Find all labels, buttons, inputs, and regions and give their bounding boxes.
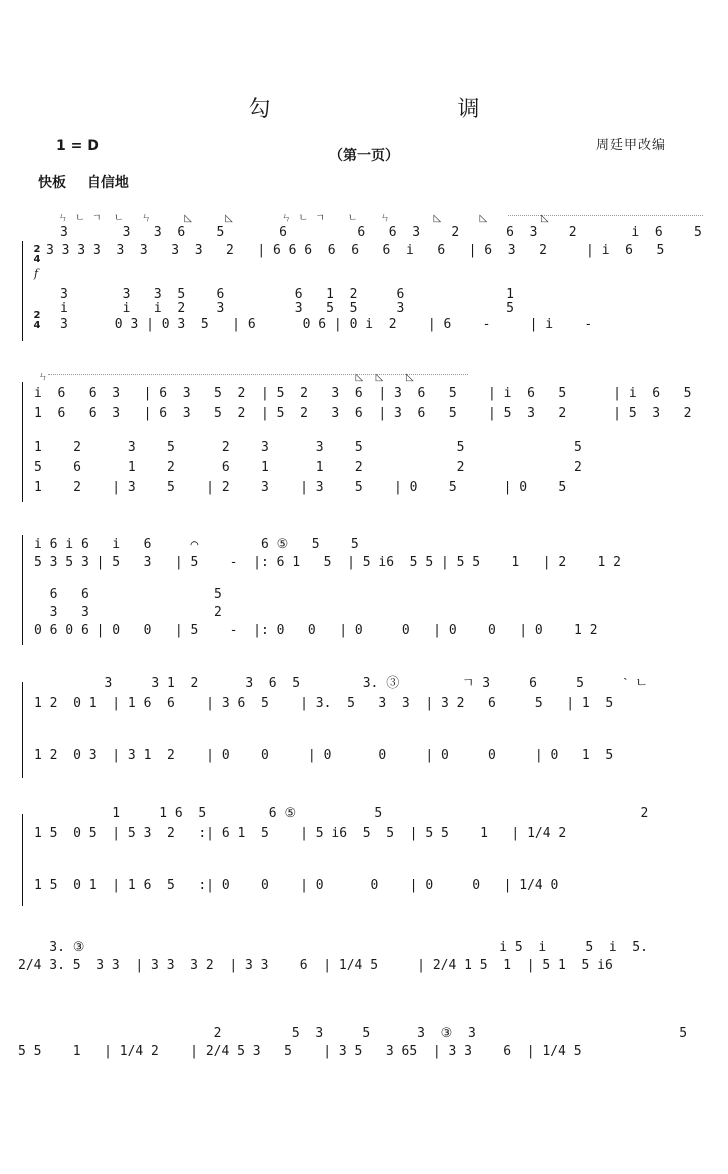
upper-line-2: 1 6 6 3 | 6 3 5 2 | 5 2 3 6 | 3 6 5 | 5 3 2 | 5 3 2 — [34, 406, 692, 421]
lower-line-3: 3 0 3 | 0 3 5 | 6 0 6 | 0 i 2 | 6 - | i - — [60, 317, 593, 332]
system-2 — [18, 368, 708, 508]
technique-marks: ㄣ ㄴ ㄱ ㄴ ㄣ ◺ ◺ ㄣ ㄴ ㄱ ㄴ ㄣ ◺ ◺ ◺ — [58, 213, 551, 224]
upper-line-2: 2/4 3. 5 3 3 | 3 3 3 2 | 3 3 6 | 1/4 5 | 2/4 1 5 1 | 5 1 5 i6 — [18, 958, 613, 973]
system-5 — [18, 800, 708, 910]
dynamic-mark: f — [34, 267, 39, 280]
system-4 — [18, 672, 708, 782]
page-label: （第一页） — [329, 148, 399, 164]
upper-line-1: 3 3 3 6 5 6 6 6 3 2 6 3 2 i 6 5 — [60, 225, 702, 240]
upper-staff — [18, 940, 708, 1004]
upper-line-1: i 6 6 3 | 6 3 5 2 | 5 2 3 6 | 3 6 5 | i 6 5 | i 6 5 — [34, 386, 692, 401]
lower-staff — [18, 287, 708, 367]
upper-line-1: 1 1 6 5 6 ⑤ 5 2 — [34, 806, 649, 821]
lower-line-1: 1 5 0 1 | 1 6 5 :| 0 0 | 0 0 | 0 0 | 1/4 0 — [34, 878, 559, 893]
upper-line-2: 1 5 0 5 | 5 3 2 :| 6 1 5 | 5 i6 5 5 | 5 5 1 | 1/4 2 — [34, 826, 567, 841]
upper-line-1: 3 3 1 2 3 6 5 3. ③ ㄱ 3 6 5 ˋ ㄴ — [34, 676, 648, 691]
lower-staff — [18, 440, 708, 520]
lower-line-2: 5 6 1 2 6 1 1 2 2 2 — [34, 460, 582, 475]
page-title: 勾 调 — [248, 97, 570, 122]
upper-staff — [18, 676, 708, 740]
lower-line-1: 6 6 5 — [34, 587, 222, 602]
lower-line-1: 3 3 3 5 6 6 1 2 6 1 — [60, 287, 514, 302]
upper-line-2: 5 5 1 | 1/4 2 | 2/4 5 3 5 | 3 5 3 65 | 3 3 6 | 1/4 5 — [18, 1044, 582, 1059]
lower-line-2: 3 3 2 — [34, 605, 222, 620]
dotted-extension — [48, 374, 468, 375]
upper-line-1: i 6 i 6 i 6 ⌒ 6 ⑤ 5 5 — [34, 537, 359, 552]
lower-staff — [18, 878, 708, 926]
tempo-expression: 自信地 — [86, 175, 129, 191]
tempo-marking — [38, 172, 145, 192]
upper-staff — [18, 225, 708, 289]
lower-line-3: 1 2 | 3 5 | 2 3 | 3 5 | 0 5 | 0 5 — [34, 480, 567, 495]
lower-staff — [18, 748, 708, 796]
arranger-credit: 周廷甲改编 — [596, 138, 667, 153]
key-signature: 1 = D — [56, 138, 99, 154]
lower-line-3: 0 6 0 6 | 0 0 | 5 - |: 0 0 | 0 0 | 0 0 | 0 1 2 — [34, 623, 598, 638]
lower-line-1: 1 2 0 3 | 3 1 2 | 0 0 | 0 0 | 0 0 | 0 1 5 — [34, 748, 614, 763]
upper-line-2: 5 3 5 3 | 5 3 | 5 - |: 6 1 5 | 5 i6 5 5 | 5 5 1 | 2 1 2 — [34, 555, 621, 570]
system-1 — [18, 205, 708, 345]
upper-line-2: 3 3 3 3 3 3 3 3 2 | 6 6 6 6 6 6 i 6 | 6 3 2 | i 6 5 — [46, 243, 665, 258]
technique-marks: ㄣ ◺ ◺ ◺ — [38, 372, 416, 383]
lower-line-2: i i i 2 3 3 5 5 3 5 — [60, 301, 514, 316]
dotted-extension — [508, 215, 703, 216]
upper-staff — [18, 806, 708, 870]
system-6 — [18, 940, 708, 1000]
upper-line-2: 1 2 0 1 | 1 6 6 | 3 6 5 | 3. 5 3 3 | 3 2 6 5 | 1 5 — [34, 696, 614, 711]
lower-line-1: 1 2 3 5 2 3 3 5 5 5 — [34, 440, 582, 455]
system-3 — [18, 535, 708, 655]
time-signature-lower: 2 4 — [33, 310, 41, 331]
upper-staff — [18, 1026, 708, 1090]
system-7 — [18, 1026, 708, 1086]
upper-line-1: 3. ③ i 5 i 5 i 5. — [18, 940, 648, 955]
time-signature-upper: 2 4 — [33, 244, 41, 265]
tempo-speed: 快板 — [38, 175, 66, 191]
upper-line-1: 2 5 3 5 3 ③ 3 5 — [18, 1026, 688, 1041]
lower-staff — [18, 587, 708, 667]
